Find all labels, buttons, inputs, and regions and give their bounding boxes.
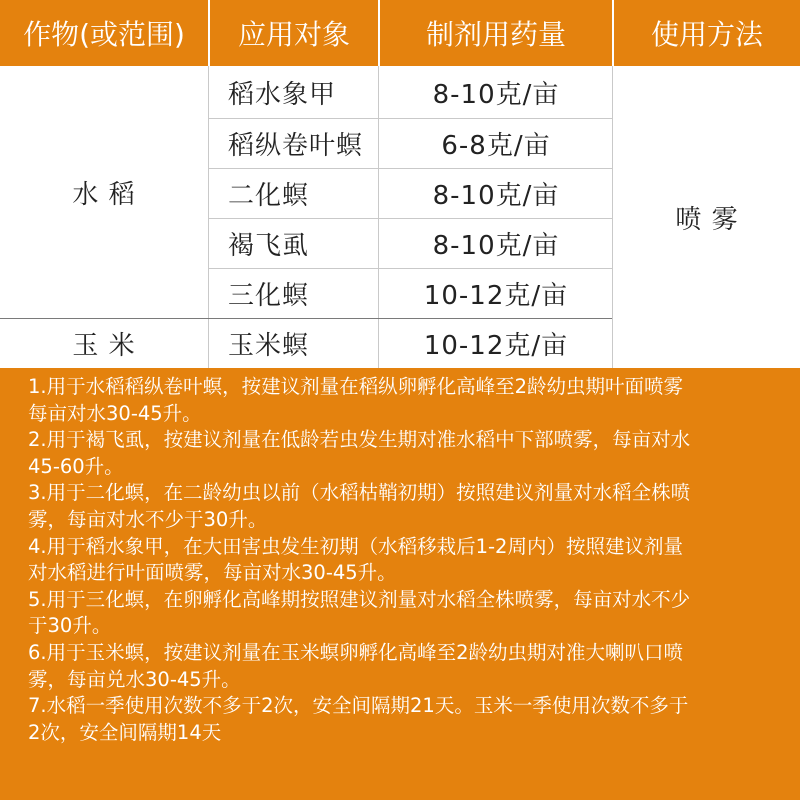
target-cell: 稻水象甲 [228, 79, 337, 110]
column-divider [208, 66, 209, 368]
crop-corn: 玉 米 [72, 330, 136, 361]
column-divider [612, 66, 613, 368]
crop-rice: 水 稻 [72, 179, 136, 210]
table-header [0, 0, 800, 66]
dosage-cell: 6-8克/亩 [441, 130, 551, 161]
usage-notes [0, 368, 800, 800]
target-cell: 褐飞虱 [228, 230, 310, 261]
target-cell: 三化螟 [228, 280, 310, 311]
target-cell: 玉米螟 [228, 330, 310, 361]
dosage-cell: 10-12克/亩 [423, 280, 569, 311]
note-item: 7.水稻一季使用次数不多于2次，安全间隔期21天。玉米一季使用次数不多于 2次，安全间隔期14天 [28, 694, 689, 744]
header-dosage: 制剂用药量 [425, 18, 566, 51]
method-cell: 喷 雾 [675, 204, 739, 235]
note-item: 5.用于三化螟，在卵孵化高峰期按照建议剂量对水稻全株喷雾，每亩对水不少 于30升。 [28, 587, 691, 638]
table-body [0, 66, 800, 368]
header-target: 应用对象 [237, 18, 350, 51]
column-divider [378, 66, 379, 368]
note-item: 3.用于二化螟，在二龄幼虫以前（水稻枯鞘初期）按照建议剂量对水稻全株喷 雾，每亩对水不少于30升。 [28, 481, 691, 531]
header-crop: 作物(或范围) [23, 18, 185, 51]
dosage-cell: 10-12克/亩 [423, 330, 569, 361]
dosage-cell: 8-10克/亩 [432, 180, 560, 211]
note-item: 2.用于褐飞虱，按建议剂量在低龄若虫发生期对准水稻中下部喷雾，每亩对水 45-60升。 [28, 428, 691, 478]
target-cell: 稻纵卷叶螟 [228, 130, 364, 161]
note-item: 1.用于水稻稻纵卷叶螟，按建议剂量在稻纵卵孵化高峰至2龄幼虫期叶面喷雾 每亩对水30-45升。 [28, 375, 684, 425]
target-cell: 二化螟 [228, 180, 310, 211]
dosage-cell: 8-10克/亩 [432, 79, 560, 110]
note-item: 4.用于稻水象甲，在大田害虫发生初期（水稻移栽后1-2周内）按照建议剂量 对水稻进行叶面喷雾，每亩对水30-45升。 [28, 534, 683, 585]
header-method: 使用方法 [650, 18, 763, 51]
note-item: 6.用于玉米螟，按建议剂量在玉米螟卵孵化高峰至2龄幼虫期对准大喇叭口喷 雾，每亩兑水30-45升。 [28, 640, 684, 691]
dosage-cell: 8-10克/亩 [432, 230, 560, 261]
